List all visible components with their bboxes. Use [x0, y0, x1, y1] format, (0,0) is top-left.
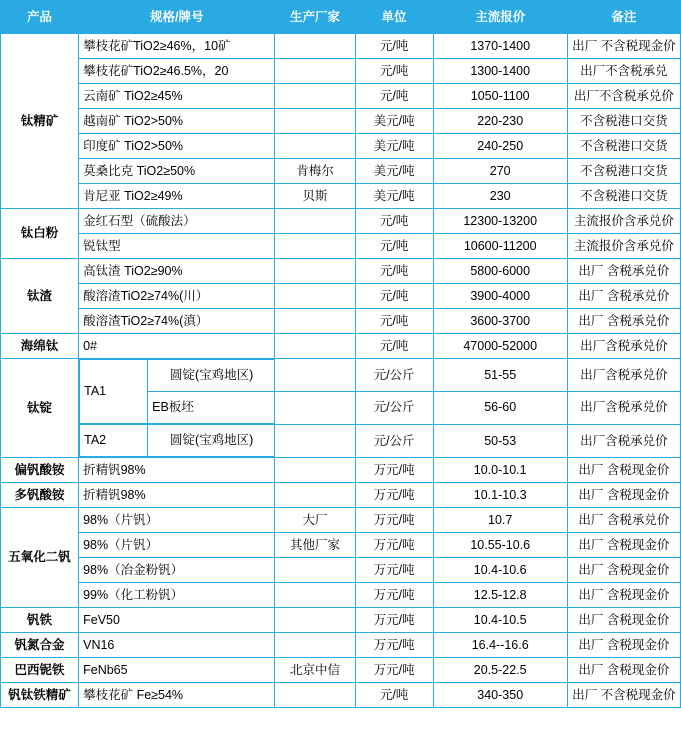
cell-unit: 元/吨 [355, 59, 433, 84]
header-spec: 规格/牌号 [79, 1, 275, 34]
cell-note: 出厂含税承兑价 [567, 359, 680, 392]
cell-maker [275, 558, 355, 583]
cell-note: 出厂不含税承兑 [567, 59, 680, 84]
cell-note: 出厂不含税承兑价 [567, 84, 680, 109]
cell-spec: 折精钒98% [79, 458, 275, 483]
table-row [1, 59, 681, 84]
cell-spec: 云南矿 TiO2≥45% [79, 84, 275, 109]
table-row [1, 558, 681, 583]
header-product: 产品 [1, 1, 79, 34]
table-row [1, 658, 681, 683]
header-remark: 备注 [567, 1, 680, 34]
cell-note: 出厂含税承兑价 [567, 424, 680, 458]
cell-unit: 万元/吨 [355, 558, 433, 583]
cell-unit: 美元/吨 [355, 184, 433, 209]
cell-note: 主流报价含承兑价 [567, 234, 680, 259]
table-row [1, 84, 681, 109]
cell-category: 海绵钛 [1, 334, 79, 359]
cell-category: 五氧化二钒 [1, 508, 79, 608]
cell-price: 16.4--16.6 [433, 633, 567, 658]
cell-spec: 金红石型（硫酸法） [79, 209, 275, 234]
table-row [1, 533, 681, 558]
table-header-row [1, 1, 681, 34]
table-row [1, 109, 681, 134]
table-row [1, 184, 681, 209]
table-row [1, 159, 681, 184]
table-row [1, 683, 681, 708]
cell-unit: 万元/吨 [355, 533, 433, 558]
cell-unit: 元/吨 [355, 309, 433, 334]
cell-note: 出厂 含税现金价 [567, 633, 680, 658]
cell-price: 10600-11200 [433, 234, 567, 259]
cell-spec: FeV50 [79, 608, 275, 633]
cell-unit: 万元/吨 [355, 658, 433, 683]
cell-spec: 酸溶渣TiO2≥74%(川） [79, 284, 275, 309]
cell-unit: 元/吨 [355, 259, 433, 284]
cell-maker [275, 359, 355, 392]
cell-category: 多钒酸铵 [1, 483, 79, 508]
cell-price: 10.7 [433, 508, 567, 533]
cell-maker [275, 683, 355, 708]
header-price: 主流报价 [433, 1, 567, 34]
cell-note: 出厂 含税现金价 [567, 583, 680, 608]
cell-category: 钛锭 [1, 359, 79, 458]
cell-price: 230 [433, 184, 567, 209]
cell-spec: 0# [79, 334, 275, 359]
cell-note: 不含税港口交货 [567, 134, 680, 159]
cell-note: 出厂 含税承兑价 [567, 259, 680, 284]
cell-price: 20.5-22.5 [433, 658, 567, 683]
cell-spec: 锐钛型 [79, 234, 275, 259]
cell-category: 钒钛铁精矿 [1, 683, 79, 708]
cell-note: 出厂 含税承兑价 [567, 284, 680, 309]
cell-maker [275, 458, 355, 483]
cell-maker [275, 134, 355, 159]
cell-maker [275, 84, 355, 109]
cell-note: 出厂 含税现金价 [567, 458, 680, 483]
cell-price: 3900-4000 [433, 284, 567, 309]
cell-price: 5800-6000 [433, 259, 567, 284]
table-row [1, 583, 681, 608]
cell-unit: 元/吨 [355, 334, 433, 359]
cell-maker: 北京中信 [275, 658, 355, 683]
table-row [1, 234, 681, 259]
cell-spec: 攀枝花矿 Fe≥54% [79, 683, 275, 708]
cell-price: 51-55 [433, 359, 567, 392]
cell-note: 出厂 不含税现金价 [567, 34, 680, 59]
cell-spec-grade: TA2 [80, 425, 148, 457]
cell-maker [275, 234, 355, 259]
cell-spec-detail: EB板坯 [148, 392, 275, 424]
cell-note: 不含税港口交货 [567, 109, 680, 134]
cell-maker [275, 334, 355, 359]
cell-maker [275, 483, 355, 508]
cell-unit: 元/吨 [355, 34, 433, 59]
cell-unit: 万元/吨 [355, 508, 433, 533]
table-row [1, 608, 681, 633]
cell-spec: 98%（片钒） [79, 508, 275, 533]
cell-maker [275, 34, 355, 59]
cell-maker: 贝斯 [275, 184, 355, 209]
cell-note: 出厂 含税承兑价 [567, 508, 680, 533]
cell-price: 340-350 [433, 683, 567, 708]
cell-unit: 美元/吨 [355, 134, 433, 159]
cell-maker [275, 59, 355, 84]
cell-note: 不含税港口交货 [567, 159, 680, 184]
cell-price: 220-230 [433, 109, 567, 134]
cell-note: 不含税港口交货 [567, 184, 680, 209]
cell-maker [275, 109, 355, 134]
cell-maker [275, 284, 355, 309]
cell-price: 10.4-10.6 [433, 558, 567, 583]
table-row [1, 633, 681, 658]
table-row [1, 134, 681, 159]
cell-unit: 元/公斤 [355, 359, 433, 392]
table-row [1, 34, 681, 59]
cell-category: 钛渣 [1, 259, 79, 334]
cell-price: 240-250 [433, 134, 567, 159]
cell-spec: 印度矿 TiO2>50% [79, 134, 275, 159]
cell-maker [275, 309, 355, 334]
cell-spec-detail: 圆锭(宝鸡地区) [148, 425, 275, 457]
cell-note: 出厂 含税现金价 [567, 483, 680, 508]
cell-price: 1300-1400 [433, 59, 567, 84]
table-row [1, 424, 681, 458]
table-row [1, 458, 681, 483]
cell-spec: 高钛渣 TiO2≥90% [79, 259, 275, 284]
cell-category: 钒氮合金 [1, 633, 79, 658]
cell-note: 出厂 含税现金价 [567, 608, 680, 633]
cell-spec: VN16 [79, 633, 275, 658]
table-row [1, 259, 681, 284]
cell-unit: 美元/吨 [355, 109, 433, 134]
cell-spec-detail: 圆锭(宝鸡地区) [148, 360, 275, 392]
cell-maker [275, 259, 355, 284]
cell-price: 12.5-12.8 [433, 583, 567, 608]
cell-maker [275, 583, 355, 608]
table-row [1, 483, 681, 508]
cell-maker [275, 633, 355, 658]
cell-spec-grade: TA1 [80, 360, 148, 424]
header-unit: 单位 [355, 1, 433, 34]
cell-spec-group [79, 359, 275, 425]
cell-unit: 万元/吨 [355, 583, 433, 608]
cell-price: 10.55-10.6 [433, 533, 567, 558]
cell-note: 出厂含税承兑价 [567, 334, 680, 359]
cell-unit: 元/公斤 [355, 424, 433, 458]
cell-price: 270 [433, 159, 567, 184]
cell-spec: 莫桑比克 TiO2≥50% [79, 159, 275, 184]
cell-maker [275, 608, 355, 633]
cell-unit: 元/吨 [355, 84, 433, 109]
header-manufacturer: 生产厂家 [275, 1, 355, 34]
cell-note: 出厂 含税现金价 [567, 533, 680, 558]
cell-note: 出厂 含税现金价 [567, 658, 680, 683]
cell-price: 56-60 [433, 391, 567, 424]
cell-maker: 其他厂家 [275, 533, 355, 558]
cell-category: 钛精矿 [1, 34, 79, 209]
cell-spec: 99%（化工粉钒） [79, 583, 275, 608]
cell-note: 出厂含税承兑价 [567, 391, 680, 424]
cell-unit: 元/吨 [355, 683, 433, 708]
cell-note: 出厂 含税承兑价 [567, 309, 680, 334]
cell-category: 偏钒酸铵 [1, 458, 79, 483]
cell-price: 10.4-10.5 [433, 608, 567, 633]
cell-maker: 大厂 [275, 508, 355, 533]
cell-maker [275, 209, 355, 234]
cell-spec: 98%（片钒） [79, 533, 275, 558]
cell-unit: 美元/吨 [355, 159, 433, 184]
cell-price: 12300-13200 [433, 209, 567, 234]
table-row [1, 359, 681, 392]
cell-price: 3600-3700 [433, 309, 567, 334]
cell-unit: 元/吨 [355, 284, 433, 309]
cell-note: 出厂 不含税现金价 [567, 683, 680, 708]
table-row [1, 284, 681, 309]
cell-maker [275, 424, 355, 458]
table-row [1, 209, 681, 234]
cell-unit: 万元/吨 [355, 633, 433, 658]
cell-unit: 万元/吨 [355, 483, 433, 508]
cell-spec: 攀枝花矿TiO2≥46%，10矿 [79, 34, 275, 59]
cell-maker [275, 391, 355, 424]
cell-category: 钒铁 [1, 608, 79, 633]
cell-price: 1050-1100 [433, 84, 567, 109]
cell-unit: 元/吨 [355, 209, 433, 234]
table-row [1, 334, 681, 359]
table-row [1, 508, 681, 533]
cell-price: 10.0-10.1 [433, 458, 567, 483]
cell-spec: 酸溶渣TiO2≥74%(滇） [79, 309, 275, 334]
cell-price: 10.1-10.3 [433, 483, 567, 508]
cell-spec: FeNb65 [79, 658, 275, 683]
cell-spec: 越南矿 TiO2>50% [79, 109, 275, 134]
cell-note: 主流报价含承兑价 [567, 209, 680, 234]
cell-unit: 万元/吨 [355, 458, 433, 483]
cell-category: 钛白粉 [1, 209, 79, 259]
cell-price: 50-53 [433, 424, 567, 458]
cell-spec: 98%（冶金粉钒） [79, 558, 275, 583]
cell-spec: 肯尼亚 TiO2≥49% [79, 184, 275, 209]
cell-price: 1370-1400 [433, 34, 567, 59]
cell-price: 47000-52000 [433, 334, 567, 359]
cell-unit: 元/吨 [355, 234, 433, 259]
cell-category: 巴西铌铁 [1, 658, 79, 683]
cell-unit: 元/公斤 [355, 391, 433, 424]
cell-unit: 万元/吨 [355, 608, 433, 633]
cell-spec-group [79, 424, 275, 458]
cell-spec: 攀枝花矿TiO2≥46.5%，20 [79, 59, 275, 84]
table-row [1, 309, 681, 334]
cell-maker: 肯梅尔 [275, 159, 355, 184]
cell-note: 出厂 含税现金价 [567, 558, 680, 583]
cell-spec: 折精钒98% [79, 483, 275, 508]
